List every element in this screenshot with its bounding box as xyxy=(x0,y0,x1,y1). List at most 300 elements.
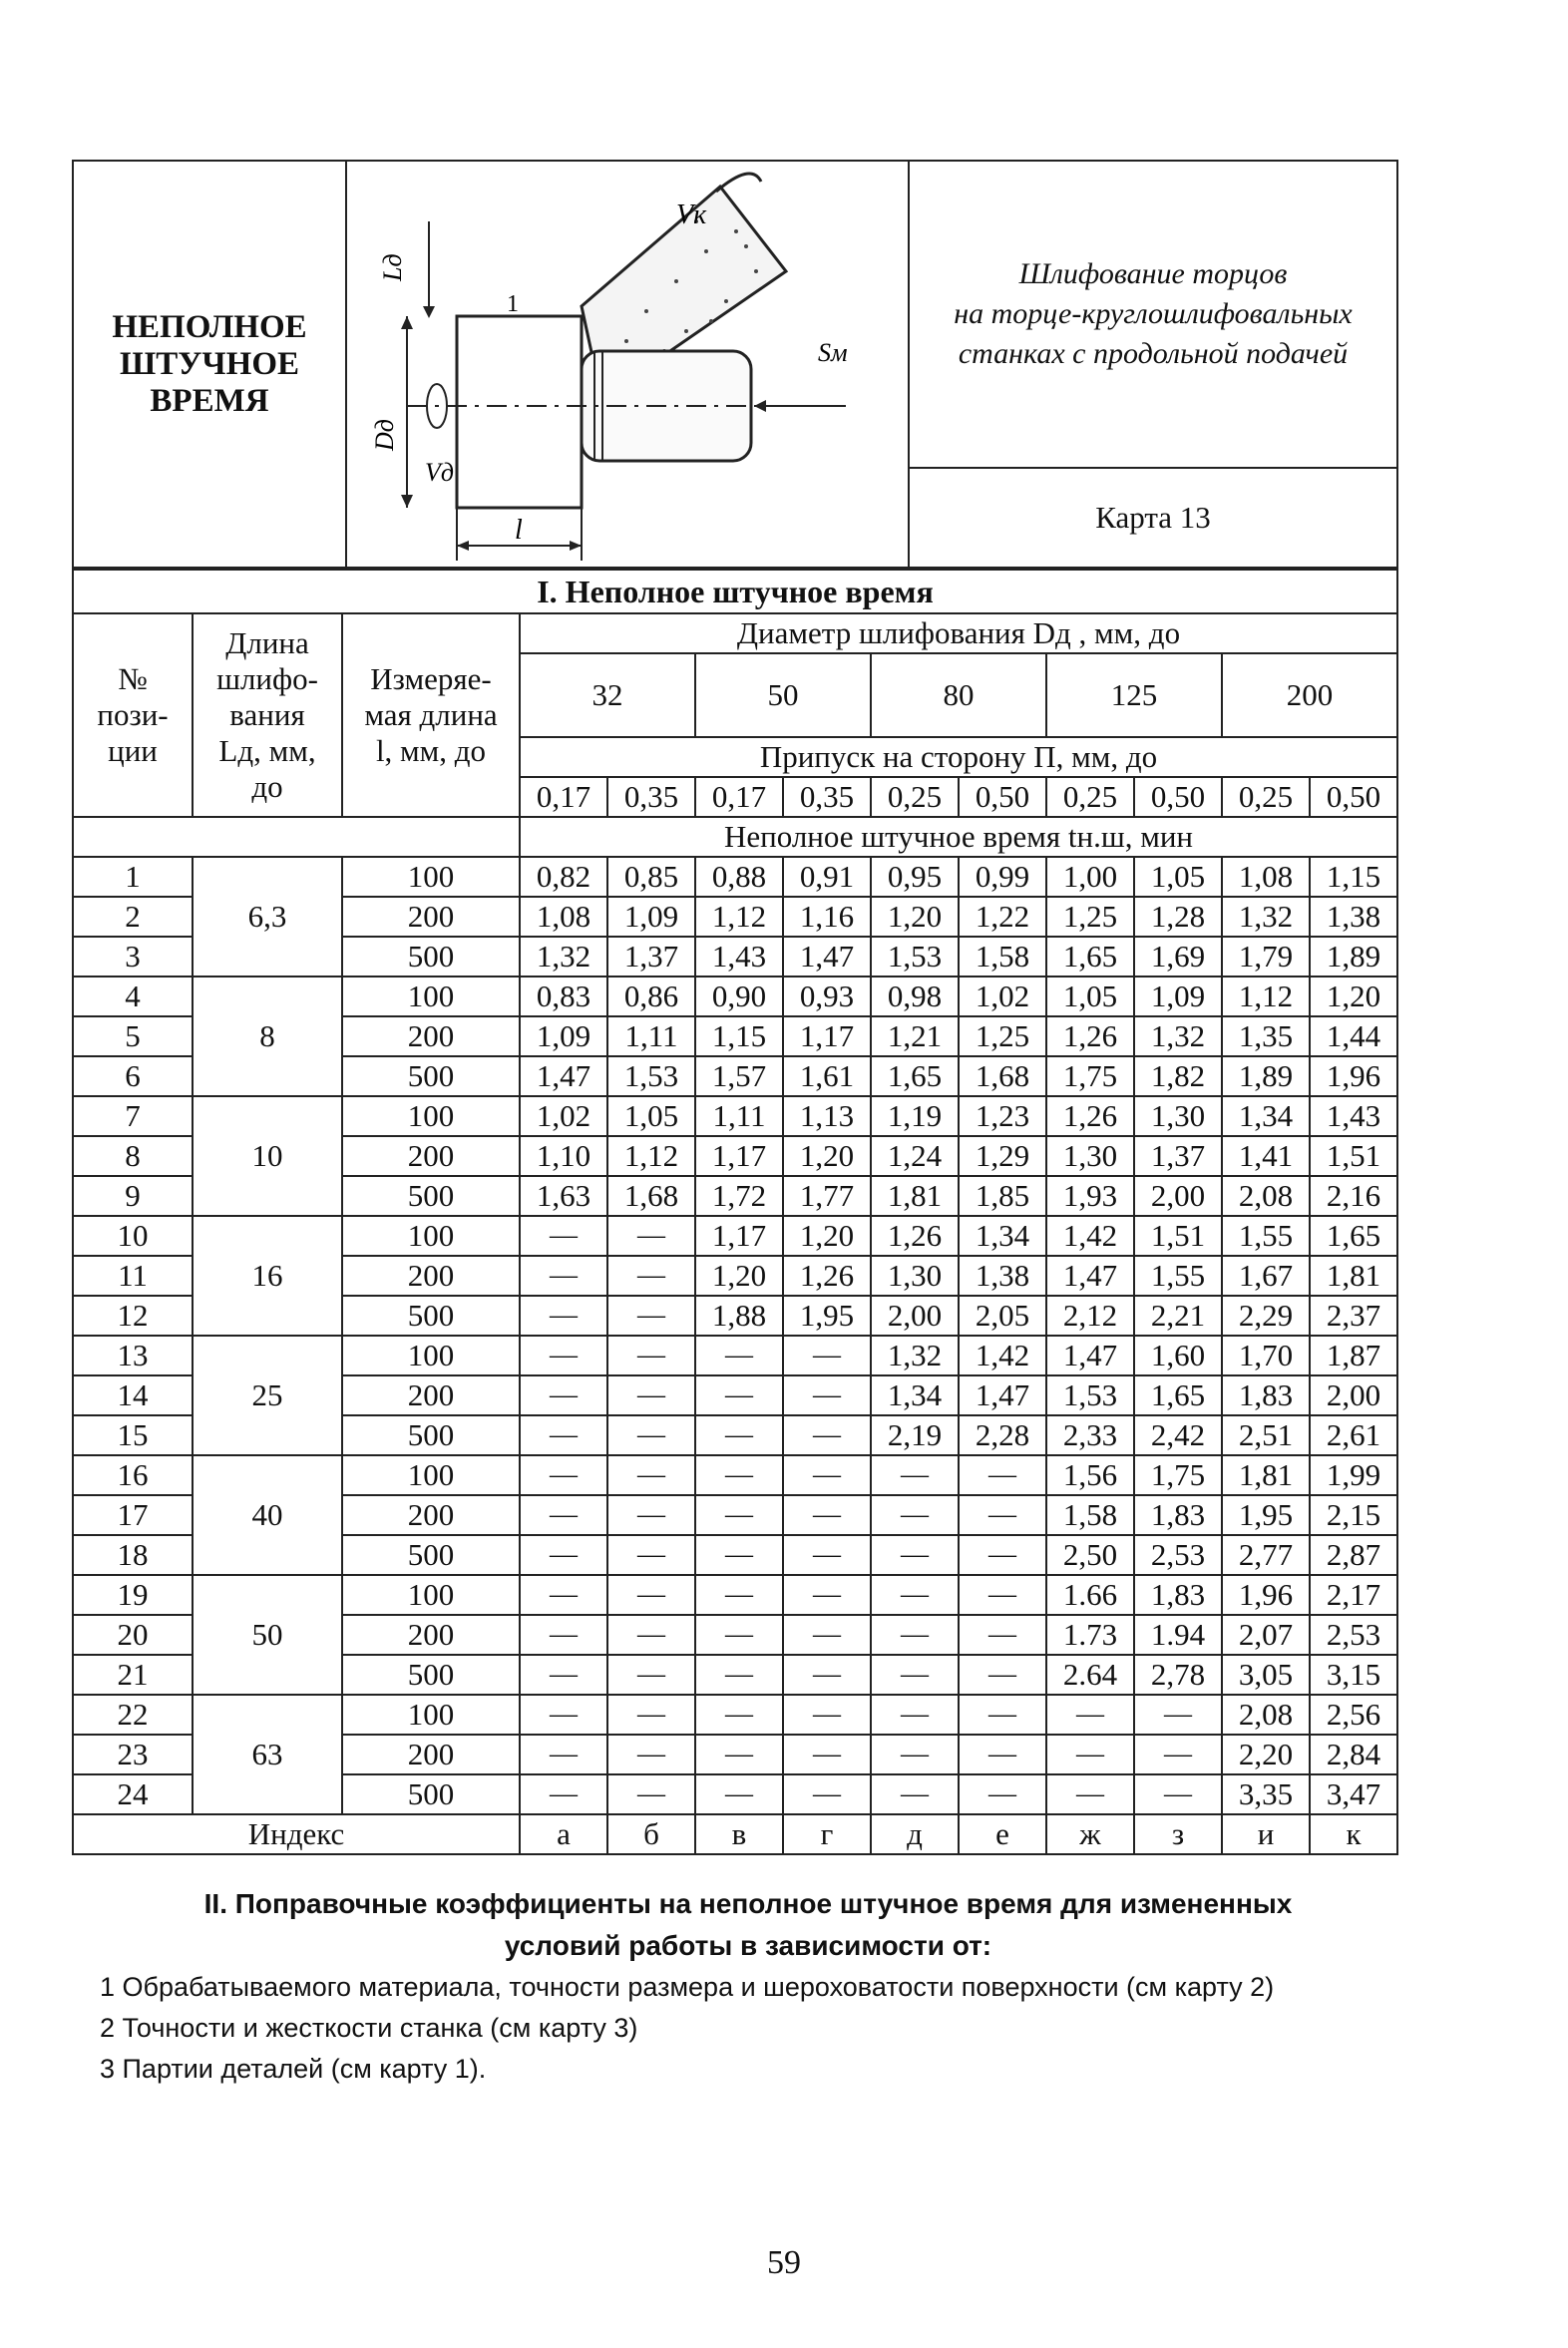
index-letter: ж xyxy=(1046,1814,1134,1854)
time-cell: — xyxy=(607,1774,695,1814)
header-text: Измеряе- xyxy=(370,661,492,696)
allowance-value: 0,35 xyxy=(783,777,871,817)
diameter-value: 80 xyxy=(871,653,1046,737)
label-vd: Vд xyxy=(425,458,455,487)
diameter-value: 50 xyxy=(695,653,871,737)
time-cell: — xyxy=(871,1535,959,1575)
time-cell: 1,20 xyxy=(871,897,959,937)
index-label: Индекс xyxy=(73,1814,520,1854)
time-cell: — xyxy=(871,1455,959,1495)
time-cell: — xyxy=(959,1535,1046,1575)
time-cell: 1,47 xyxy=(1046,1256,1134,1296)
position-number: 19 xyxy=(73,1575,193,1615)
time-cell: — xyxy=(959,1655,1046,1695)
time-cell: — xyxy=(1134,1695,1222,1735)
time-cell: 3,47 xyxy=(1310,1774,1397,1814)
position-number: 1 xyxy=(73,857,193,897)
operation-title xyxy=(908,160,1398,469)
time-cell: 0,83 xyxy=(520,977,607,1016)
time-cell: — xyxy=(520,1695,607,1735)
time-cell: 2,87 xyxy=(1310,1535,1397,1575)
time-cell: 1,75 xyxy=(1134,1455,1222,1495)
time-cell: 2,78 xyxy=(1134,1655,1222,1695)
label-sm: Sм xyxy=(818,338,848,367)
time-cell: — xyxy=(607,1216,695,1256)
time-cell: — xyxy=(520,1735,607,1774)
time-cell: 2,61 xyxy=(1310,1415,1397,1455)
part-outline xyxy=(457,316,582,508)
time-cell: 1,41 xyxy=(1222,1136,1310,1176)
time-cell: — xyxy=(520,1336,607,1375)
allowance-value: 0,50 xyxy=(959,777,1046,817)
time-cell: 1,12 xyxy=(1222,977,1310,1016)
time-cell: — xyxy=(607,1655,695,1695)
time-header: Неполное штучное время tн.ш, мин xyxy=(520,817,1397,857)
time-cell: 1,19 xyxy=(871,1096,959,1136)
time-cell: 1,47 xyxy=(520,1056,607,1096)
measured-length: 200 xyxy=(342,1256,520,1296)
time-cell: 1,26 xyxy=(783,1256,871,1296)
time-cell: 1,47 xyxy=(959,1375,1046,1415)
label-ld: Lд xyxy=(378,253,407,281)
time-cell: — xyxy=(959,1695,1046,1735)
time-cell: — xyxy=(695,1655,783,1695)
position-number: 23 xyxy=(73,1735,193,1774)
time-cell: — xyxy=(695,1695,783,1735)
time-cell: 1,37 xyxy=(607,937,695,977)
time-cell: 1,63 xyxy=(520,1176,607,1216)
allowance-value: 0,25 xyxy=(1046,777,1134,817)
measured-length: 100 xyxy=(342,1575,520,1615)
time-cell: — xyxy=(520,1455,607,1495)
time-cell: — xyxy=(783,1695,871,1735)
measured-length: 200 xyxy=(342,897,520,937)
time-cell: 1,95 xyxy=(1222,1495,1310,1535)
time-cell: 1,17 xyxy=(695,1216,783,1256)
time-cell: 1,13 xyxy=(783,1096,871,1136)
time-cell: 1,51 xyxy=(1310,1136,1397,1176)
time-cell: 2.64 xyxy=(1046,1655,1134,1695)
time-cell: 2,84 xyxy=(1310,1735,1397,1774)
time-cell: 1,87 xyxy=(1310,1336,1397,1375)
position-number: 8 xyxy=(73,1136,193,1176)
time-cell: 1,68 xyxy=(607,1176,695,1216)
time-cell: 1,12 xyxy=(607,1136,695,1176)
time-cell: — xyxy=(607,1575,695,1615)
time-cell: 1,70 xyxy=(1222,1336,1310,1375)
section-title: I. Неполное штучное время xyxy=(73,570,1397,613)
operation-title-line: станках с продольной подачей xyxy=(958,337,1349,370)
time-cell: 1,09 xyxy=(1134,977,1222,1016)
time-cell: 1,10 xyxy=(520,1136,607,1176)
time-cell: — xyxy=(959,1495,1046,1535)
time-cell: — xyxy=(695,1336,783,1375)
col-header-measured-length xyxy=(342,613,520,817)
position-number: 7 xyxy=(73,1096,193,1136)
time-cell: 2,50 xyxy=(1046,1535,1134,1575)
time-cell: 2,53 xyxy=(1134,1535,1222,1575)
time-cell: — xyxy=(520,1216,607,1256)
time-cell: 1,32 xyxy=(1134,1016,1222,1056)
time-cell: 1,75 xyxy=(1046,1056,1134,1096)
position-number: 11 xyxy=(73,1256,193,1296)
time-cell: — xyxy=(607,1695,695,1735)
time-cell: 2,15 xyxy=(1310,1495,1397,1535)
time-cell: 1.73 xyxy=(1046,1615,1134,1655)
index-letter: е xyxy=(959,1814,1046,1854)
time-cell: 2,21 xyxy=(1134,1296,1222,1336)
header-title-line: ВРЕМЯ xyxy=(150,382,269,419)
header-text: мая длина xyxy=(364,697,498,732)
correction-item: 3 Партии деталей (см карту 1). xyxy=(100,2054,487,2084)
time-cell: 1,11 xyxy=(607,1016,695,1056)
time-cell: — xyxy=(783,1415,871,1455)
time-cell: 1,37 xyxy=(1134,1136,1222,1176)
time-cell: 1,43 xyxy=(695,937,783,977)
grinding-length: 63 xyxy=(193,1695,342,1814)
time-cell: 1,47 xyxy=(783,937,871,977)
table-row xyxy=(73,977,1397,1016)
allowance-value: 0,25 xyxy=(1222,777,1310,817)
measured-length: 500 xyxy=(342,1655,520,1695)
allowance-value: 0,50 xyxy=(1134,777,1222,817)
time-cell: 1,11 xyxy=(695,1096,783,1136)
correction-section xyxy=(100,1885,1396,2092)
time-cell: 1,20 xyxy=(783,1216,871,1256)
time-cell: 1,34 xyxy=(871,1375,959,1415)
time-cell: 0,85 xyxy=(607,857,695,897)
time-cell: 1,32 xyxy=(1222,897,1310,937)
time-cell: 1,61 xyxy=(783,1056,871,1096)
position-number: 16 xyxy=(73,1455,193,1495)
position-number: 18 xyxy=(73,1535,193,1575)
grinding-length: 50 xyxy=(193,1575,342,1695)
time-cell: 2,00 xyxy=(871,1296,959,1336)
header-text: l, мм, до xyxy=(375,733,487,768)
allowance-value: 0,50 xyxy=(1310,777,1397,817)
time-cell: 1,88 xyxy=(695,1296,783,1336)
time-cell: 2,19 xyxy=(871,1415,959,1455)
time-cell: — xyxy=(607,1735,695,1774)
grinding-diagram xyxy=(345,160,910,569)
time-cell: — xyxy=(607,1415,695,1455)
time-cell: 1,32 xyxy=(871,1336,959,1375)
time-cell: — xyxy=(871,1695,959,1735)
measured-length: 100 xyxy=(342,857,520,897)
time-cell: — xyxy=(520,1415,607,1455)
time-cell: 1.66 xyxy=(1046,1575,1134,1615)
time-table xyxy=(72,569,1398,1855)
time-cell: — xyxy=(520,1575,607,1615)
measured-length: 200 xyxy=(342,1016,520,1056)
time-cell: 0,90 xyxy=(695,977,783,1016)
time-cell: 1,89 xyxy=(1222,1056,1310,1096)
position-number: 2 xyxy=(73,897,193,937)
time-cell: 1,44 xyxy=(1310,1016,1397,1056)
measured-length: 500 xyxy=(342,937,520,977)
measured-length: 100 xyxy=(342,977,520,1016)
time-cell: 1,83 xyxy=(1134,1495,1222,1535)
time-cell: — xyxy=(871,1495,959,1535)
time-cell: — xyxy=(695,1615,783,1655)
grinding-length: 40 xyxy=(193,1455,342,1575)
diameter-value: 125 xyxy=(1046,653,1222,737)
time-cell: — xyxy=(783,1735,871,1774)
index-letter: в xyxy=(695,1814,783,1854)
time-cell: 0,86 xyxy=(607,977,695,1016)
measured-length: 100 xyxy=(342,1695,520,1735)
time-cell: 1,38 xyxy=(959,1256,1046,1296)
time-cell: 1,09 xyxy=(607,897,695,937)
time-cell: 2,77 xyxy=(1222,1535,1310,1575)
time-cell: 1,96 xyxy=(1222,1575,1310,1615)
time-cell: 1,65 xyxy=(871,1056,959,1096)
time-cell: — xyxy=(959,1615,1046,1655)
grinding-length: 16 xyxy=(193,1216,342,1336)
time-cell: 1,20 xyxy=(695,1256,783,1296)
time-cell: 1,20 xyxy=(783,1136,871,1176)
time-cell: 1,83 xyxy=(1222,1375,1310,1415)
time-cell: 1,81 xyxy=(1310,1256,1397,1296)
time-cell: 1,42 xyxy=(959,1336,1046,1375)
table-row xyxy=(73,857,1397,897)
time-cell: 2,16 xyxy=(1310,1176,1397,1216)
time-cell: 1,23 xyxy=(959,1096,1046,1136)
time-cell: 1,05 xyxy=(607,1096,695,1136)
correction-title-line: II. Поправочные коэффициенты на неполное штучное время для измененных xyxy=(203,1888,1293,1919)
time-cell: 1,47 xyxy=(1046,1336,1134,1375)
time-cell: 1,57 xyxy=(695,1056,783,1096)
time-cell: 1,29 xyxy=(959,1136,1046,1176)
time-cell: 1,53 xyxy=(1046,1375,1134,1415)
time-cell: 2,56 xyxy=(1310,1695,1397,1735)
time-cell: — xyxy=(783,1774,871,1814)
time-cell: — xyxy=(607,1615,695,1655)
time-cell: 1,77 xyxy=(783,1176,871,1216)
header-title-line: ШТУЧНОЕ xyxy=(119,345,300,382)
allowance-value: 0,25 xyxy=(871,777,959,817)
time-cell: — xyxy=(1134,1735,1222,1774)
time-cell: 1,65 xyxy=(1134,1375,1222,1415)
time-cell: 1,05 xyxy=(1134,857,1222,897)
position-number: 24 xyxy=(73,1774,193,1814)
header-text: до xyxy=(251,769,283,804)
measured-length: 500 xyxy=(342,1176,520,1216)
time-cell: 2,28 xyxy=(959,1415,1046,1455)
time-cell: 2,42 xyxy=(1134,1415,1222,1455)
time-cell: 2,05 xyxy=(959,1296,1046,1336)
position-number: 10 xyxy=(73,1216,193,1256)
time-cell: 1,24 xyxy=(871,1136,959,1176)
time-cell: — xyxy=(520,1615,607,1655)
diameter-value: 32 xyxy=(520,653,695,737)
index-letter: и xyxy=(1222,1814,1310,1854)
time-cell: — xyxy=(783,1336,871,1375)
time-cell: — xyxy=(607,1535,695,1575)
time-cell: 1,34 xyxy=(1222,1096,1310,1136)
time-cell: — xyxy=(871,1774,959,1814)
position-number: 14 xyxy=(73,1375,193,1415)
position-number: 4 xyxy=(73,977,193,1016)
correction-item: 1 Обрабатываемого материала, точности размера и шероховатости поверхности (см карту 2) xyxy=(100,1972,1275,2002)
time-cell: — xyxy=(695,1455,783,1495)
header-title xyxy=(72,160,347,569)
time-cell: — xyxy=(607,1296,695,1336)
operation-title-line: на торце-круглошлифовальных xyxy=(954,297,1353,330)
time-cell: 1,26 xyxy=(871,1216,959,1256)
time-cell: 0,91 xyxy=(783,857,871,897)
diameter-value: 200 xyxy=(1222,653,1397,737)
time-cell: — xyxy=(607,1256,695,1296)
time-cell: — xyxy=(607,1375,695,1415)
time-cell: 2,17 xyxy=(1310,1575,1397,1615)
time-cell: 1,17 xyxy=(783,1016,871,1056)
position-number: 5 xyxy=(73,1016,193,1056)
time-cell: — xyxy=(783,1655,871,1695)
time-cell: 2,08 xyxy=(1222,1695,1310,1735)
table-row xyxy=(73,1216,1397,1256)
time-cell: 1,69 xyxy=(1134,937,1222,977)
diameter-header: Диаметр шлифования Dд , мм, до xyxy=(520,613,1397,653)
measured-length: 200 xyxy=(342,1136,520,1176)
label-dd: Dд xyxy=(370,419,399,451)
time-cell: 1,99 xyxy=(1310,1455,1397,1495)
position-number: 9 xyxy=(73,1176,193,1216)
table-row xyxy=(73,1096,1397,1136)
header-text: № xyxy=(118,661,148,696)
time-cell: — xyxy=(1046,1774,1134,1814)
position-number: 20 xyxy=(73,1615,193,1655)
operation-title-line: Шлифование торцов xyxy=(1018,257,1288,290)
time-cell: 1,68 xyxy=(959,1056,1046,1096)
time-cell: 1,16 xyxy=(783,897,871,937)
time-cell: — xyxy=(607,1336,695,1375)
index-letter: г xyxy=(783,1814,871,1854)
time-cell: 1,55 xyxy=(1134,1256,1222,1296)
table-row xyxy=(73,1336,1397,1375)
time-cell: — xyxy=(783,1615,871,1655)
time-cell: — xyxy=(959,1774,1046,1814)
measured-length: 200 xyxy=(342,1495,520,1535)
time-cell: 1,30 xyxy=(1134,1096,1222,1136)
table-row xyxy=(73,1455,1397,1495)
time-cell: 1,58 xyxy=(959,937,1046,977)
time-cell: 2,00 xyxy=(1134,1176,1222,1216)
time-cell: 1,00 xyxy=(1046,857,1134,897)
time-cell: — xyxy=(871,1615,959,1655)
time-cell: 1,38 xyxy=(1310,897,1397,937)
grinding-length: 8 xyxy=(193,977,342,1096)
index-letter: а xyxy=(520,1814,607,1854)
allowance-header: Припуск на сторону П, мм, до xyxy=(520,737,1397,777)
time-cell: 1.94 xyxy=(1134,1615,1222,1655)
allowance-value: 0,17 xyxy=(520,777,607,817)
measured-length: 500 xyxy=(342,1774,520,1814)
time-cell: 1,20 xyxy=(1310,977,1397,1016)
grinding-diagram-svg xyxy=(347,162,908,567)
index-letter: б xyxy=(607,1814,695,1854)
card-header xyxy=(72,160,1398,569)
position-number: 6 xyxy=(73,1056,193,1096)
time-cell: 1,96 xyxy=(1310,1056,1397,1096)
time-cell: 1,35 xyxy=(1222,1016,1310,1056)
time-cell: — xyxy=(959,1575,1046,1615)
grinding-length: 6,3 xyxy=(193,857,342,977)
time-cell: — xyxy=(959,1455,1046,1495)
position-number: 12 xyxy=(73,1296,193,1336)
time-cell: — xyxy=(520,1495,607,1535)
time-cell: 2,29 xyxy=(1222,1296,1310,1336)
time-cell: 3,05 xyxy=(1222,1655,1310,1695)
time-cell: — xyxy=(783,1575,871,1615)
grinding-length: 25 xyxy=(193,1336,342,1455)
time-cell: — xyxy=(695,1415,783,1455)
col-header-length xyxy=(193,613,342,817)
time-cell: — xyxy=(607,1495,695,1535)
time-cell: 1,53 xyxy=(871,937,959,977)
time-cell: — xyxy=(871,1735,959,1774)
time-cell: 1,25 xyxy=(1046,897,1134,937)
time-cell: 1,56 xyxy=(1046,1455,1134,1495)
time-cell: 0,98 xyxy=(871,977,959,1016)
time-cell: — xyxy=(783,1535,871,1575)
index-letter: з xyxy=(1134,1814,1222,1854)
time-cell: 1,43 xyxy=(1310,1096,1397,1136)
label-vk: Vк xyxy=(676,199,707,230)
measured-length: 100 xyxy=(342,1455,520,1495)
time-cell: 3,15 xyxy=(1310,1655,1397,1695)
position-number: 22 xyxy=(73,1695,193,1735)
measured-length: 200 xyxy=(342,1615,520,1655)
time-cell: — xyxy=(695,1774,783,1814)
time-cell: — xyxy=(871,1655,959,1695)
time-cell: — xyxy=(783,1375,871,1415)
header-title-line: НЕПОЛНОЕ xyxy=(112,308,307,345)
time-cell: 1,55 xyxy=(1222,1216,1310,1256)
time-cell: — xyxy=(520,1256,607,1296)
time-cell: 1,65 xyxy=(1310,1216,1397,1256)
table-row xyxy=(73,1695,1397,1735)
position-number: 17 xyxy=(73,1495,193,1535)
time-cell: 2,07 xyxy=(1222,1615,1310,1655)
header-text: пози- xyxy=(97,697,169,732)
time-cell: 1,81 xyxy=(1222,1455,1310,1495)
time-cell: 1,05 xyxy=(1046,977,1134,1016)
measured-length: 500 xyxy=(342,1056,520,1096)
time-cell: 1,67 xyxy=(1222,1256,1310,1296)
time-cell: 2,51 xyxy=(1222,1415,1310,1455)
position-number: 15 xyxy=(73,1415,193,1455)
time-cell: 2,08 xyxy=(1222,1176,1310,1216)
time-cell: 1,15 xyxy=(1310,857,1397,897)
time-cell: 1,95 xyxy=(783,1296,871,1336)
time-cell: — xyxy=(1046,1695,1134,1735)
time-cell: 0,88 xyxy=(695,857,783,897)
time-cell: 0,95 xyxy=(871,857,959,897)
time-cell: 2,20 xyxy=(1222,1735,1310,1774)
time-cell: 1,08 xyxy=(1222,857,1310,897)
time-cell: 1,15 xyxy=(695,1016,783,1056)
time-cell: 2,00 xyxy=(1310,1375,1397,1415)
time-cell: 1,25 xyxy=(959,1016,1046,1056)
allowance-value: 0,35 xyxy=(607,777,695,817)
header-text: ции xyxy=(108,733,158,768)
time-cell: 1,58 xyxy=(1046,1495,1134,1535)
time-cell: — xyxy=(783,1495,871,1535)
header-text: Длина xyxy=(225,625,309,660)
time-cell: 1,85 xyxy=(959,1176,1046,1216)
time-cell: 2,33 xyxy=(1046,1415,1134,1455)
